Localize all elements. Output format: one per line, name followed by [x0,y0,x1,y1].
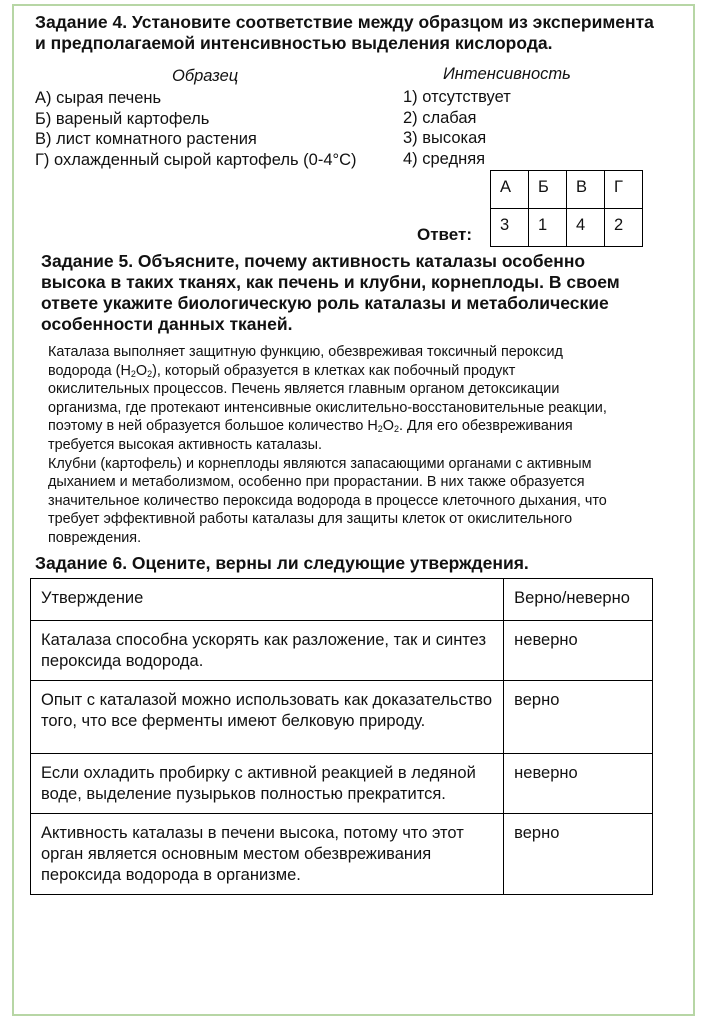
task6-title: Задание 6. Оцените, верны ли следующие утверждения. [35,553,529,573]
answer-line: дыханием и метаболизмом, особенно при прорастании. В них также образуется [48,474,585,491]
answer-cell-header: А [491,171,529,209]
answer-line: значительное количество пероксида водорода в процессе клеточного дыхания, что [48,492,607,509]
verdict-cell: верно [504,681,653,754]
answer-table-header-row [491,171,643,209]
answer-cell-value: 2 [605,209,643,247]
answer-cell-header: Г [605,171,643,209]
table-header-row [31,579,653,621]
column-header-statement: Утверждение [31,579,504,621]
answer-line: требует эффективной работы каталазы для защиты клеток от окислительного [48,511,573,528]
statement-cell: Если охладить пробирку с активной реакцией в ледяной воде, выделение пузырьков полностью прекратится. [31,754,504,814]
answer-line: требуется высокая активность каталазы. [48,436,322,453]
intensity-list [403,87,511,169]
verdict-cell: неверно [504,621,653,681]
answer-line: Клубни (картофель) и корнеплоды являются запасающими органами с активным [48,455,592,472]
answer-cell-header: В [567,171,605,209]
verdict-cell: неверно [504,754,653,814]
answer-cell-header: Б [529,171,567,209]
table-row [31,621,653,681]
samples-header: Образец [172,67,239,85]
answer-table-value-row [491,209,643,247]
samples-list [35,88,357,170]
statements-table [30,578,653,895]
task4-title-line2: и предполагаемой интенсивностью выделения кислорода. [35,33,553,53]
task4-title [35,12,685,54]
task5-title-line: Задание 5. Объясните, почему активность каталазы особенно [41,251,586,271]
statement-cell: Опыт с каталазой можно использовать как доказательство того, что все ферменты имеют белковую природу. [31,681,504,754]
task5-answer [48,343,688,548]
sample-item: А) сырая печень [35,89,162,107]
intensity-header: Интенсивность [443,65,571,83]
task5-title-line: высока в таких тканях, как печень и клубни, корнеплоды. В своем [41,272,620,292]
answer-table [490,170,643,247]
answer-line: организма, где протекают интенсивные окислительно-восстановительные реакции, [48,399,607,416]
intensity-item: 2) слабая [403,108,477,127]
statement-cell: Каталаза способна ускорять как разложение, так и синтез пероксида водорода. [31,621,504,681]
task5-title-line: особенности данных тканей. [41,314,293,334]
statement-cell: Активность каталазы в печени высока, потому что этот орган является основным местом обезвреживания пероксида водорода в организме. [31,814,504,895]
sample-item: В) лист комнатного растения [35,130,257,148]
verdict-cell: верно [504,814,653,895]
task5-title-line: ответе укажите биологическую роль каталазы и метаболические [41,293,609,313]
sample-item: Г) охлажденный сырой картофель (0-4°С) [35,150,357,169]
answer-cell-value: 1 [529,209,567,247]
intensity-item: 3) высокая [403,129,487,147]
answer-line: Каталаза выполняет защитную функцию, обезвреживая токсичный пероксид [48,344,563,360]
answer-cell-value: 4 [567,209,605,247]
answer-line: окислительных процессов. Печень является главным органом детоксикации [48,381,560,398]
answer-line: водорода $(Н_2О_2)$, который образуется в клетках как побочный продукт [48,362,516,379]
table-row [31,814,653,895]
answer-label: Ответ: [417,225,472,244]
intensity-item: 4) средняя [403,149,486,168]
task4-title-line1: Задание 4. Установите соответствие между образцом из эксперимента [35,12,654,32]
answer-cell-value: 3 [491,209,529,247]
answer-line: повреждения. [48,529,142,546]
column-header-verdict: Верно/неверно [504,579,653,621]
answer-line: поэтому в ней образуется большое количество $Н_2О_2$. Для его обезвреживания [48,418,573,435]
intensity-item: 1) отсутствует [403,88,511,106]
table-row [31,754,653,814]
table-row [31,681,653,754]
task5-title [41,251,681,335]
sample-item: Б) вареный картофель [35,109,210,128]
